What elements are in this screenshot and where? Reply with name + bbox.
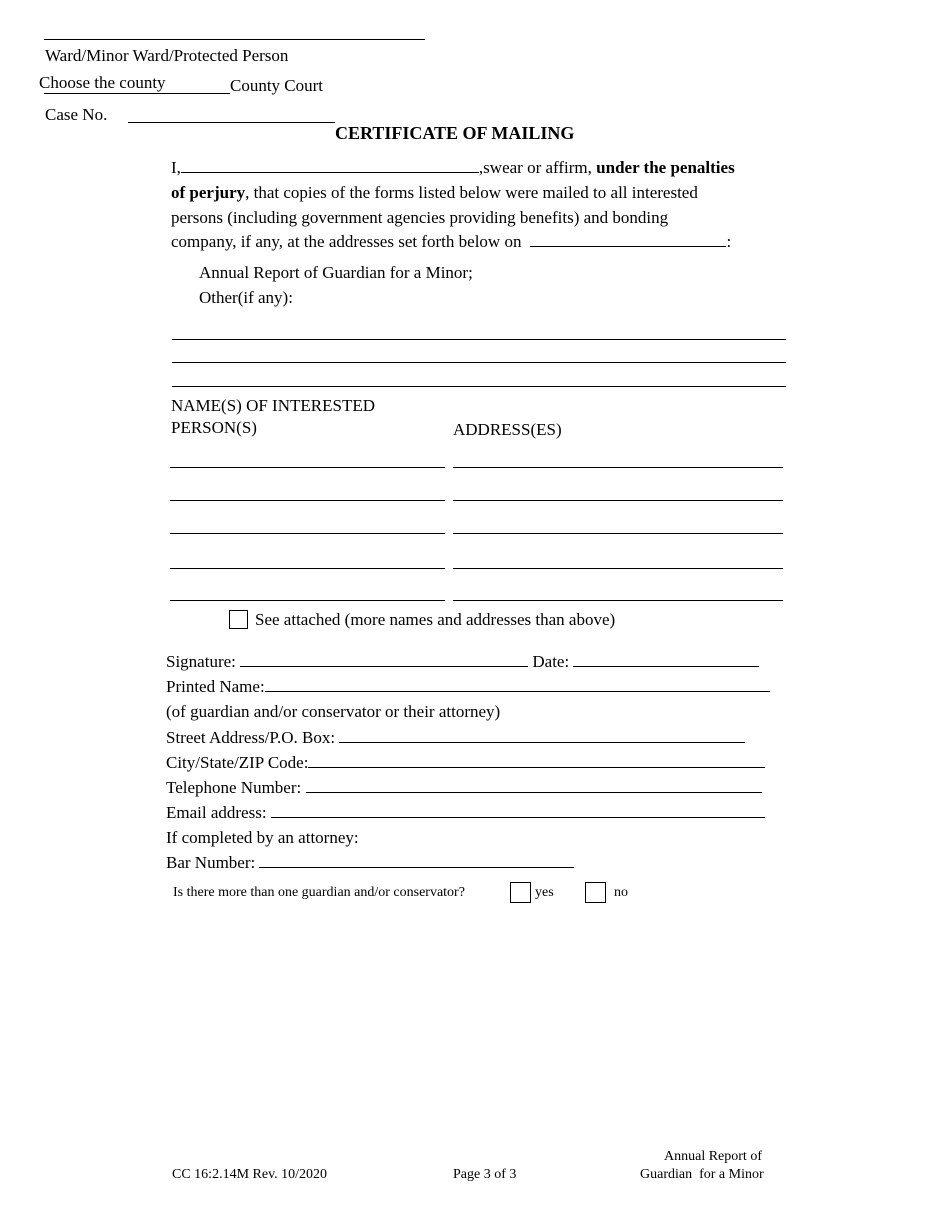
oath-perjury: of perjury [171, 183, 246, 202]
date-field[interactable] [573, 652, 759, 667]
name-field-5[interactable] [170, 600, 445, 601]
street-field[interactable] [339, 728, 745, 743]
city-row [166, 753, 765, 773]
oath-penalties: under the penalties [596, 158, 735, 177]
footer-doc-title-1: Annual Report of [664, 1149, 762, 1164]
oath-colon: : [726, 232, 732, 251]
telephone-label: Telephone Number: [166, 778, 302, 797]
city-field[interactable] [308, 753, 765, 768]
other-forms-line-1[interactable] [172, 339, 786, 340]
city-label: City/State/ZIP Code: [166, 753, 309, 772]
street-label: Street Address/P.O. Box: [166, 728, 336, 747]
other-forms-line-3[interactable] [172, 386, 786, 387]
name-field-1[interactable] [170, 467, 445, 468]
footer-page-number: Page 3 of 3 [453, 1167, 517, 1182]
multi-guardian-yes-checkbox[interactable] [510, 882, 531, 903]
other-forms-label: Other(if any): [199, 288, 293, 307]
address-field-4[interactable] [453, 568, 783, 569]
multi-guardian-yes-label: yes [535, 885, 554, 900]
signature-field[interactable] [240, 652, 528, 667]
bar-row [166, 853, 574, 873]
bar-number-field[interactable] [259, 853, 574, 868]
signature-label: Signature: [166, 652, 236, 671]
names-header-line-2: PERSON(S) [171, 418, 257, 437]
ward-label: Ward/Minor Ward/Protected Person [45, 46, 289, 65]
county-court-label: County Court [230, 76, 324, 95]
telephone-field[interactable] [306, 778, 762, 793]
swearer-name-field[interactable] [181, 158, 479, 173]
form-item-annual-report: Annual Report of Guardian for a Minor; [199, 263, 473, 282]
multi-guardian-no-label: no [614, 885, 628, 900]
oath-line-2-rest: , that copies of the forms listed below were mailed to all interested [245, 183, 698, 202]
bar-label: Bar Number: [166, 853, 256, 872]
email-field[interactable] [271, 803, 765, 818]
printed-name-note: (of guardian and/or conservator or their attorney) [166, 702, 501, 721]
county-select-underline [44, 93, 230, 94]
names-header-line-1: NAME(S) OF INTERESTED [171, 396, 375, 415]
ward-name-line[interactable] [44, 39, 425, 40]
name-field-3[interactable] [170, 533, 445, 534]
address-header: ADDRESS(ES) [453, 420, 562, 439]
oath-line-1 [171, 158, 735, 178]
county-select[interactable]: Choose the county [39, 73, 166, 92]
address-field-1[interactable] [453, 467, 783, 468]
address-field-3[interactable] [453, 533, 783, 534]
case-no-label: Case No. [45, 105, 108, 124]
oath-line-4-text: company, if any, at the addresses set forth below on [171, 232, 522, 251]
oath-swear: ,swear or affirm, [478, 158, 597, 177]
printed-name-label: Printed Name: [166, 677, 265, 696]
multi-guardian-question: Is there more than one guardian and/or conservator? [173, 885, 465, 900]
oath-line-4 [171, 232, 731, 252]
telephone-row [166, 778, 762, 798]
address-field-2[interactable] [453, 500, 783, 501]
oath-line-2 [171, 183, 698, 203]
case-no-field[interactable] [128, 122, 335, 123]
oath-line-3: persons (including government agencies providing benefits) and bonding [171, 208, 669, 227]
see-attached-checkbox[interactable] [229, 610, 248, 629]
page-title: CERTIFICATE OF MAILING [335, 123, 575, 143]
signature-row [166, 652, 759, 672]
address-field-5[interactable] [453, 600, 783, 601]
other-forms-line-2[interactable] [172, 362, 786, 363]
date-label: Date: [532, 652, 570, 671]
oath-i: I, [171, 158, 181, 177]
name-field-2[interactable] [170, 500, 445, 501]
printed-name-field[interactable] [265, 677, 770, 692]
footer-form-code: CC 16:2.14M Rev. 10/2020 [172, 1167, 328, 1182]
email-label: Email address: [166, 803, 267, 822]
name-field-4[interactable] [170, 568, 445, 569]
attorney-label: If completed by an attorney: [166, 828, 359, 847]
mailing-date-field[interactable] [530, 232, 726, 247]
printed-name-row [166, 677, 770, 697]
email-row [166, 803, 765, 823]
multi-guardian-no-checkbox[interactable] [585, 882, 606, 903]
footer-doc-title-2: Guardian for a Minor [640, 1167, 764, 1182]
see-attached-label: See attached (more names and addresses than above) [255, 610, 616, 629]
street-row [166, 728, 745, 748]
